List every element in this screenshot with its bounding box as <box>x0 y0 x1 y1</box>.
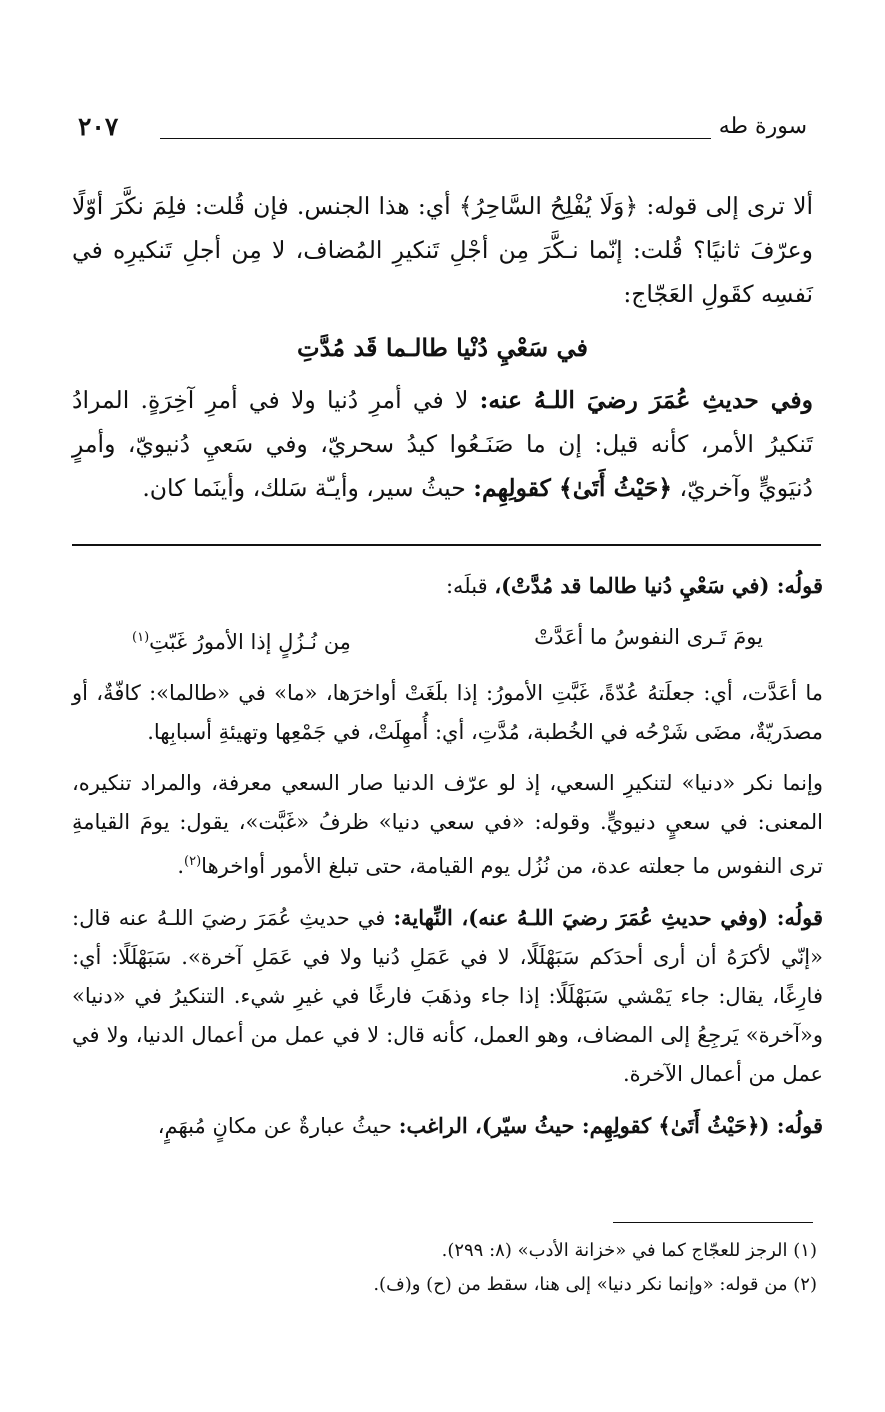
poem-second-hemistich <box>132 618 351 662</box>
section-divider <box>72 544 821 546</box>
commentary-paragraph-2: ما أعَدَّت، أي: جعلَتهُ عُدّةً، غَبَّتِ الأمورُ: إذا بلَغَتْ أواخرَها، «ما» في «طالما»: كافّةٌ، أو مصدَريّةٌ، مضَى شَرْحُه في الخُطبة، مُدَّتِ، أي: أُمهِلَتْ، في جَمْعِها وتهيئةِ أسبابِها. <box>72 681 823 744</box>
footnote-rule <box>613 1222 813 1223</box>
poetry-verse: في سَعْيِ دُنْيا طالـما قَد مُدَّتِ <box>297 333 588 362</box>
commentary-text-5: حيثُ عبارةٌ عن مكانٍ مُبهَمٍ، <box>157 1114 393 1138</box>
surah-title: سورة طه <box>718 114 807 139</box>
hadith-text: لا في أمرِ دُنيا ولا في أمرِ آخِرَةٍ. المرادُ تَنكيرُ الأمر، كأنه قيل: إن ما صَنَـعُوا كيدُ سحريّ، وفي سَعيِ دُنيويّ، وأمرٍ دُنيَويٍّ وآخريّ، <box>72 386 813 502</box>
commentary-lead-4: قولُه: (وفي حديثِ عُمَرَ رضيَ اللـهُ عنه)، النِّهاية: <box>393 905 823 930</box>
footnote-ref-2: (٢) <box>184 854 202 869</box>
quote-lead: ﴿حَيْثُ أَتَىٰ﴾ كقولِهِم: <box>473 474 673 502</box>
page-number: ٢٠٧ <box>78 112 119 141</box>
commentary-paragraph-1 <box>72 566 823 606</box>
commentary-lead-5: قولُه: (﴿حَيْثُ أَتَىٰ﴾ كقولِهِم: حيثُ سيّر)، الراغب: <box>398 1113 823 1138</box>
header-rule <box>160 138 711 139</box>
commentary-text-3: وإنما نكر «دنيا» لتنكيرِ السعي، إذ لو عرّف الدنيا صار السعي معرفة، والمراد تنكيره، المعنى: في سعيٍ دنيويٍّ. وقوله: «في سعي دنيا» ظرفُ «غَبَّت»، يقول: يومَ القيامةِ ترى النفوس ما جعلته عدة، من نُزُل يوم القيامة، حتى تبلغ الأمور أواخرها <box>72 771 823 878</box>
commentary <box>72 566 823 1158</box>
commentary-lead-1: قولُه: (في سَعْيِ دُنيا طالما قد مُدَّتْ)، <box>494 573 823 598</box>
page-header <box>78 114 807 150</box>
quote-text: حيثُ سير، وأيـّة سَلك، وأينَما كان. <box>142 474 466 502</box>
commentary-paragraph-5 <box>72 1106 823 1146</box>
commentary-paragraph-3: وإنما نكر «دنيا» لتنكيرِ السعي، إذ لو عرّف الدنيا صار السعي معرفة، والمراد تنكيره، المعنى: في سعيٍ دنيويٍّ. وقوله: «في سعي دنيا» ظرفُ «غَبَّت»، يقول: يومَ القيامةِ ترى النفوس ما جعلته عدة، من نُزُل يوم القيامة، حتى تبلغ الأمور أواخرها$^{(٢)}$. <box>72 771 823 878</box>
main-paragraph-2 <box>72 378 813 510</box>
footnote-ref-1: (١) <box>132 630 150 645</box>
footnote-2: (٢) من قوله: «وإنما نكر دنيا» إلى هنا، سقط من (ح) و(ف). <box>373 1274 817 1295</box>
poem-second-text: مِن نُـزُلٍ إذا الأمورُ غَبّتِ <box>149 630 351 654</box>
commentary-text-1: قبلَه: <box>445 574 488 598</box>
footnote-1: (١) الرجز للعجّاج كما في «خزانة الأدب» (٨: ٢٩٩). <box>441 1240 817 1261</box>
footnotes <box>72 1234 817 1302</box>
main-text <box>72 184 813 510</box>
commentary-paragraph-4 <box>72 898 823 1094</box>
commentary-text-4: في حديثِ عُمَرَ رضيَ اللـهُ عنه قال: «إنّي لأكرَهُ أن أرى أحدَكم سَبَهْلَلًا، لا في عَمَلِ دُنيا ولا في عَمَلِ آخرة». سَبَهْلَلًا: أي: فارِغًا، يقال: جاء يَمْشي سَبَهْلَلًا: إذا جاء وذهَبَ فارغًا في غيرِ شيء. التنكيرُ في «دنيا» و«آخرة» يَرجِعُ إلى المضاف، وهو العمل، كأنه قال: لا في عمل من أعمال الدنيا، ولا في عمل من أعمال الآخرة. <box>72 906 823 1086</box>
main-paragraph-1: ألا ترى إلى قوله: ﴿وَلَا يُفْلِحُ السَّاحِرُ﴾ أي: هذا الجنس. فإن قُلت: فلِمَ نكَّرَ أوّلًا وعرّفَ ثانيًا؟ قُلت: إنّما نـكَّرَ مِن أجْلِ تَنكيرِ المُضاف، لا مِن أجلِ تَنكيرِه في نَفسِه كقَولِ العَجّاج: <box>72 192 813 308</box>
poem-first-hemistich: يومَ تَـرى النفوسُ ما أعَدَّتْ <box>534 625 763 649</box>
poem-line <box>72 618 823 662</box>
hadith-lead: وفي حديثِ عُمَرَ رضيَ اللـهُ عنه: <box>479 386 813 414</box>
